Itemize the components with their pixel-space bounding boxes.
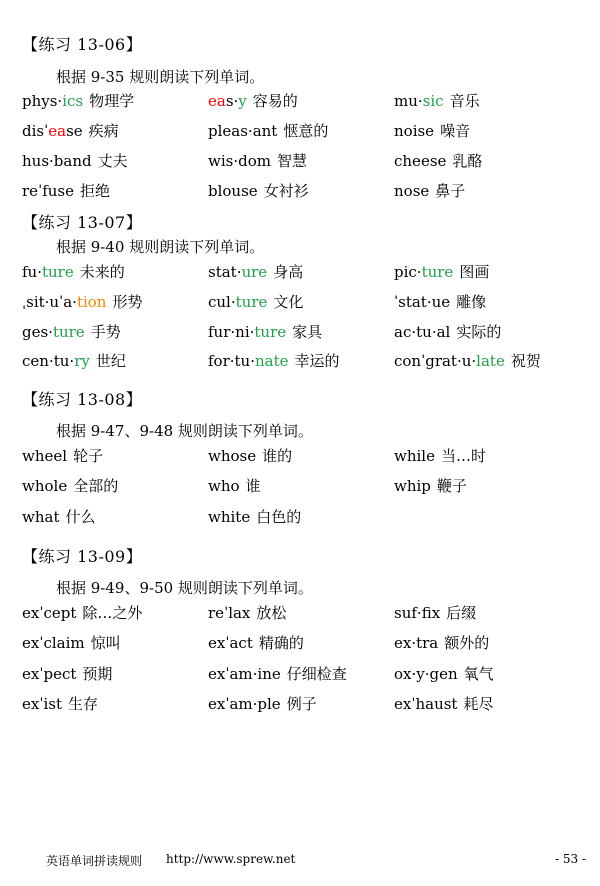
word-entry <box>208 632 304 653</box>
page-number: - 53 - <box>555 852 587 866</box>
word-entry <box>394 321 501 342</box>
section-instruction-13-09: 根据 9-49、9-50 规则朗读下列单词。 <box>56 579 313 597</box>
english-word: suf·fix <box>394 604 441 622</box>
word-row <box>22 475 582 497</box>
english-word: disˈease <box>22 122 83 140</box>
word-entry <box>394 261 489 282</box>
chinese-meaning: 世纪 <box>95 352 126 370</box>
word-row <box>22 90 582 112</box>
section-title-13-06: 【练习 13-06】 <box>22 35 143 54</box>
chinese-meaning: 放松 <box>256 604 287 622</box>
chinese-meaning: 氧气 <box>463 665 494 683</box>
word-row <box>22 180 582 202</box>
word-row <box>22 693 582 715</box>
english-word: exˈact <box>208 634 253 652</box>
english-word: hus·band <box>22 152 92 170</box>
word-entry <box>22 150 128 171</box>
chinese-meaning: 例子 <box>286 695 317 713</box>
chinese-meaning: 图画 <box>459 263 490 281</box>
word-entry <box>208 321 322 342</box>
english-word: nose <box>394 182 430 200</box>
footer-title: 英语单词拼读规则 <box>46 854 143 868</box>
chinese-meaning: 家具 <box>292 323 323 341</box>
english-word: cen·tu·ry <box>22 352 90 370</box>
chinese-meaning: 音乐 <box>449 92 480 110</box>
word-entry <box>208 291 303 312</box>
english-word: whole <box>22 477 68 495</box>
word-entry <box>22 663 112 684</box>
chinese-meaning: 物理学 <box>89 92 135 110</box>
word-row <box>22 350 582 372</box>
english-word: exˈcept <box>22 604 77 622</box>
word-entry <box>22 291 142 312</box>
english-word: fur·ni·ture <box>208 323 287 341</box>
chinese-meaning: 精确的 <box>258 634 304 652</box>
section-title-13-09: 【练习 13-09】 <box>22 547 143 566</box>
chinese-meaning: 惬意的 <box>283 122 329 140</box>
word-row <box>22 602 582 624</box>
chinese-meaning: 未来的 <box>79 263 125 281</box>
word-row <box>22 261 582 283</box>
english-word: who <box>208 477 240 495</box>
word-entry <box>22 321 121 342</box>
english-word: exˈam·ple <box>208 695 281 713</box>
english-word: ˌsit·uˈa·tion <box>22 293 107 311</box>
word-entry <box>394 120 470 141</box>
section-instruction-13-08: 根据 9-47、9-48 规则朗读下列单词。 <box>56 422 313 440</box>
english-word: while <box>394 447 435 465</box>
chinese-meaning: 祝贺 <box>510 352 541 370</box>
word-entry <box>208 475 261 496</box>
section-title-13-08: 【练习 13-08】 <box>22 390 143 409</box>
english-word: whip <box>394 477 431 495</box>
english-word: ˈstat·ue <box>394 293 451 311</box>
word-row <box>22 632 582 654</box>
english-word: for·tu·nate <box>208 352 289 370</box>
english-word: exˈam·ine <box>208 665 281 683</box>
word-entry <box>208 150 307 171</box>
word-entry <box>394 693 493 714</box>
chinese-meaning: 噪音 <box>440 122 471 140</box>
english-word: reˈfuse <box>22 182 74 200</box>
word-entry <box>22 693 98 714</box>
word-entry <box>208 120 328 141</box>
chinese-meaning: 后缀 <box>446 604 477 622</box>
word-entry <box>394 291 486 312</box>
english-word: noise <box>394 122 435 140</box>
english-word: ox·y·gen <box>394 665 458 683</box>
word-entry <box>394 663 494 684</box>
chinese-meaning: 除…之外 <box>82 604 143 622</box>
chinese-meaning: 雕像 <box>456 293 487 311</box>
english-word: fu·ture <box>22 263 74 281</box>
chinese-meaning: 鞭子 <box>436 477 467 495</box>
chinese-meaning: 幸运的 <box>294 352 340 370</box>
chinese-meaning: 耗尽 <box>463 695 494 713</box>
word-entry <box>208 602 286 623</box>
chinese-meaning: 预期 <box>82 665 113 683</box>
word-entry <box>22 602 142 623</box>
english-word: pleas·ant <box>208 122 278 140</box>
english-word: ex·tra <box>394 634 439 652</box>
english-word: exˈist <box>22 695 62 713</box>
english-word: stat·ure <box>208 263 268 281</box>
word-entry <box>22 632 121 653</box>
english-word: reˈlax <box>208 604 251 622</box>
chinese-meaning: 谁 <box>245 477 261 495</box>
chinese-meaning: 智慧 <box>276 152 307 170</box>
word-entry <box>208 261 303 282</box>
word-row <box>22 150 582 172</box>
chinese-meaning: 形势 <box>112 293 143 311</box>
chinese-meaning: 疾病 <box>88 122 119 140</box>
english-word: cheese <box>394 152 447 170</box>
word-entry <box>208 693 317 714</box>
word-entry <box>22 506 96 527</box>
chinese-meaning: 身高 <box>273 263 304 281</box>
chinese-meaning: 什么 <box>65 508 96 526</box>
word-row <box>22 663 582 685</box>
section-instruction-13-06: 根据 9-35 规则朗读下列单词。 <box>56 68 265 86</box>
chinese-meaning: 轮子 <box>73 447 104 465</box>
chinese-meaning: 白色的 <box>256 508 302 526</box>
chinese-meaning: 额外的 <box>444 634 490 652</box>
english-word: cul·ture <box>208 293 268 311</box>
word-entry <box>22 475 118 496</box>
word-row <box>22 321 582 343</box>
english-word: pic·ture <box>394 263 454 281</box>
english-word: conˈgrat·u·late <box>394 352 505 370</box>
english-word: exˈpect <box>22 665 77 683</box>
chinese-meaning: 谁的 <box>262 447 293 465</box>
word-entry <box>394 350 541 371</box>
english-word: exˈhaust <box>394 695 458 713</box>
word-entry <box>22 350 126 371</box>
english-word: phys·ics <box>22 92 84 110</box>
word-entry <box>22 120 119 141</box>
word-row <box>22 506 582 528</box>
chinese-meaning: 实际的 <box>456 323 502 341</box>
word-entry <box>208 445 292 466</box>
word-entry <box>22 261 125 282</box>
english-word: wheel <box>22 447 68 465</box>
word-entry <box>208 663 347 684</box>
word-entry <box>394 180 465 201</box>
english-word: wis·dom <box>208 152 271 170</box>
word-entry <box>394 602 476 623</box>
word-entry <box>22 90 134 111</box>
word-entry <box>208 90 298 111</box>
chinese-meaning: 拒绝 <box>79 182 110 200</box>
section-instruction-13-07: 根据 9-40 规则朗读下列单词。 <box>56 238 265 256</box>
english-word: whose <box>208 447 257 465</box>
word-entry <box>394 475 467 496</box>
chinese-meaning: 丈夫 <box>97 152 128 170</box>
chinese-meaning: 文化 <box>273 293 304 311</box>
word-row <box>22 291 582 313</box>
word-entry <box>22 445 103 466</box>
chinese-meaning: 全部的 <box>73 477 119 495</box>
english-word: ac·tu·al <box>394 323 451 341</box>
chinese-meaning: 女衬衫 <box>263 182 309 200</box>
english-word: exˈclaim <box>22 634 85 652</box>
english-word: eas·y <box>208 92 247 110</box>
word-entry <box>208 180 309 201</box>
english-word: mu·sic <box>394 92 444 110</box>
chinese-meaning: 鼻子 <box>435 182 466 200</box>
english-word: what <box>22 508 60 526</box>
english-word: ges·ture <box>22 323 85 341</box>
chinese-meaning: 乳酪 <box>452 152 483 170</box>
english-word: blouse <box>208 182 258 200</box>
word-entry <box>394 150 482 171</box>
word-entry <box>394 90 480 111</box>
footer-url: http://www.sprew.net <box>166 852 296 866</box>
chinese-meaning: 惊叫 <box>90 634 121 652</box>
chinese-meaning: 生存 <box>68 695 99 713</box>
english-word: white <box>208 508 251 526</box>
word-row <box>22 120 582 142</box>
word-entry <box>208 506 301 527</box>
chinese-meaning: 仔细检查 <box>286 665 347 683</box>
word-row <box>22 445 582 467</box>
chinese-meaning: 手势 <box>90 323 121 341</box>
chinese-meaning: 容易的 <box>252 92 298 110</box>
word-entry <box>22 180 110 201</box>
chinese-meaning: 当…时 <box>440 447 486 465</box>
word-entry <box>208 350 340 371</box>
word-entry <box>394 632 489 653</box>
section-title-13-07: 【练习 13-07】 <box>22 213 143 232</box>
word-entry <box>394 445 486 466</box>
